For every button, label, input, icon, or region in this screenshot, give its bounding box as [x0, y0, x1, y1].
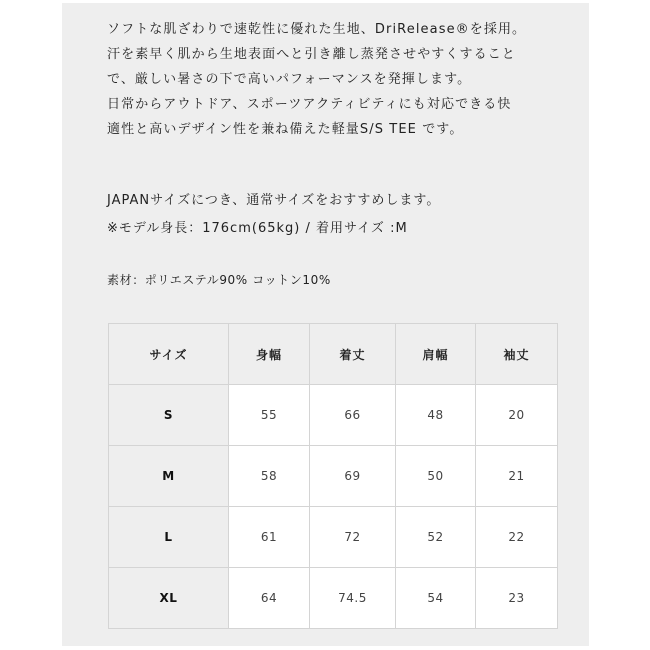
body-length-value: 74.5 [310, 568, 396, 629]
body-length-value: 72 [310, 507, 396, 568]
shoulder-width-value: 54 [396, 568, 476, 629]
size-label: M [109, 446, 229, 507]
description-line: 日常からアウトドア、スポーツアクティビティにも対応できる快 [107, 97, 512, 112]
size-table-header-row [109, 324, 558, 385]
header-body-width: 身幅 [229, 324, 310, 385]
description-line: ソフトな肌ざわりで速乾性に優れた生地、DriRelease®を採用。 [107, 22, 527, 37]
table-row [109, 507, 558, 568]
description-line: 汗を素早く肌から生地表面へと引き離し蒸発させやすくすること [107, 47, 516, 62]
body-width-value: 64 [229, 568, 310, 629]
size-label: XL [109, 568, 229, 629]
sleeve-length-value: 20 [476, 385, 558, 446]
size-fit-note [107, 187, 440, 243]
sleeve-length-value: 21 [476, 446, 558, 507]
shoulder-width-value: 52 [396, 507, 476, 568]
product-description [107, 17, 577, 142]
product-detail-panel [62, 3, 589, 646]
size-table [108, 323, 558, 629]
description-line: で、厳しい暑さの下で高いパフォーマンスを発揮します。 [107, 72, 472, 87]
fit-recommendation: JAPANサイズにつき、通常サイズをおすすめします。 [107, 193, 441, 208]
material-info: 素材：ポリエステル90% コットン10% [107, 273, 331, 287]
sleeve-length-value: 23 [476, 568, 558, 629]
body-width-value: 61 [229, 507, 310, 568]
model-size-info: ※モデル身長：176cm(65kg) / 着用サイズ :M [107, 221, 408, 236]
sleeve-length-value: 22 [476, 507, 558, 568]
header-sleeve-length: 袖丈 [476, 324, 558, 385]
table-row [109, 385, 558, 446]
table-row [109, 568, 558, 629]
body-length-value: 66 [310, 385, 396, 446]
description-line: 適性と高いデザイン性を兼ね備えた軽量S/S TEE です。 [107, 122, 464, 137]
body-length-value: 69 [310, 446, 396, 507]
table-row [109, 446, 558, 507]
shoulder-width-value: 48 [396, 385, 476, 446]
header-shoulder-width: 肩幅 [396, 324, 476, 385]
size-label: S [109, 385, 229, 446]
body-width-value: 58 [229, 446, 310, 507]
size-label: L [109, 507, 229, 568]
body-width-value: 55 [229, 385, 310, 446]
shoulder-width-value: 50 [396, 446, 476, 507]
header-body-length: 着丈 [310, 324, 396, 385]
header-size: サイズ [109, 324, 229, 385]
